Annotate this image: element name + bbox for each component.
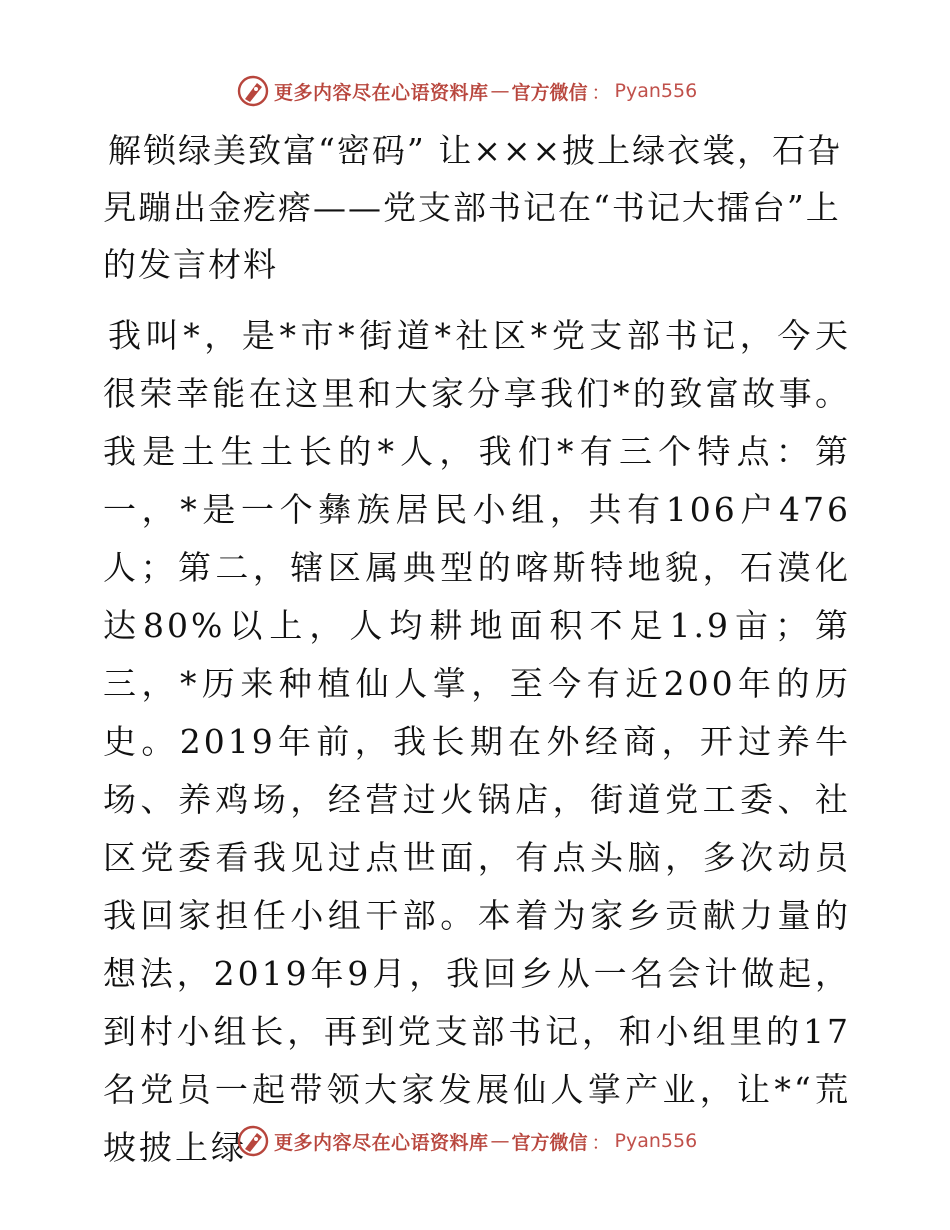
watermark-wechat-id: Pyan556 <box>614 80 698 102</box>
document-paragraph: 我叫*，是*市*街道*社区*党支部书记，今天很荣幸能在这里和大家分享我们*的致富故事。我是土生土长的*人，我们*有三个特点：第一，*是一个彝族居民小组，共有106户476人；第二，辖区属典型的喀斯特地貌，石漠化达80%以上，人均耕地面积不足1.9亩；第三，*历来种植仙人掌，至今有近200年的历史。2019年前，我长期在外经商，开过养牛场、养鸡场，经营过火锅店，街道党工委、社区党委看我见过点世面，有点头脑，多次动员我回家担任小组干部。本着为家乡贡献力量的想法，2019年9月，我回乡从一名会计做起，到村小组长，再到党支部书记，和小组里的17名党员一起带领大家发展仙人掌产业，让*“荒坡披上绿 <box>103 316 851 1167</box>
watermark-text: 更多内容尽在心语资料库 <box>274 81 489 104</box>
pen-nib-circle-icon <box>236 74 270 108</box>
watermark-label: 官方微信 <box>511 1131 588 1154</box>
header-watermark <box>236 74 697 108</box>
watermark-colon: ： <box>591 81 611 104</box>
document-title: 解锁绿美致富“密码” 让×××披上绿衣裳，石旮旯蹦出金疙瘩——党支部书记在“书记大擂台”上的发言材料 <box>103 131 843 284</box>
footer-watermark <box>236 1124 697 1158</box>
watermark-text: 更多内容尽在心语资料库 <box>274 1131 489 1154</box>
watermark-colon: ： <box>591 1131 611 1154</box>
watermark-label: 官方微信 <box>511 81 588 104</box>
watermark-separator: — <box>490 80 510 102</box>
watermark-wechat-id: Pyan556 <box>614 1130 698 1152</box>
pen-nib-circle-icon <box>236 1124 270 1158</box>
watermark-separator: — <box>490 1130 510 1152</box>
